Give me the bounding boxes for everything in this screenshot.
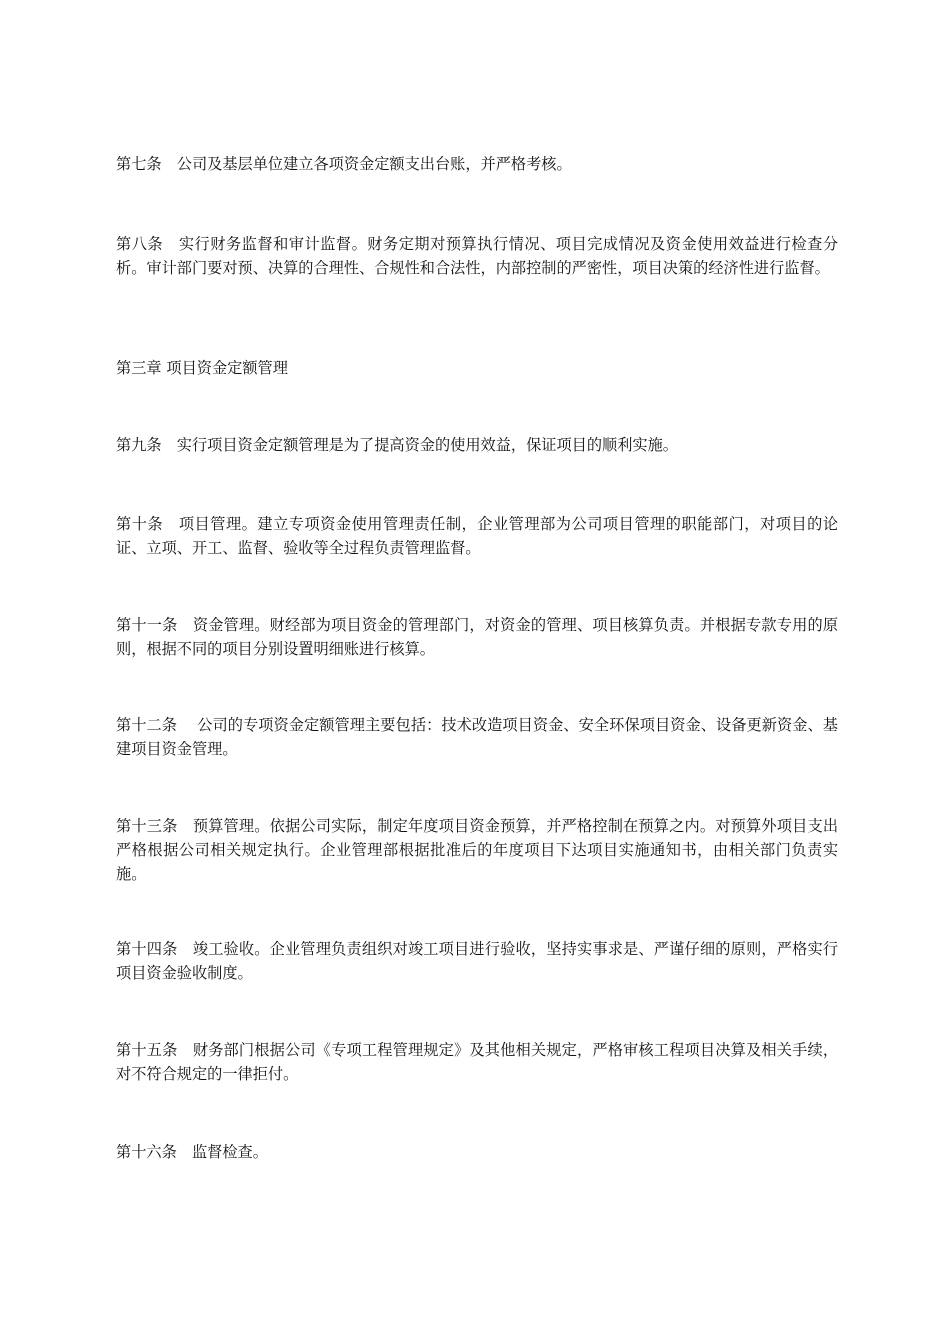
article-8: 第八条 实行财务监督和审计监督。财务定期对预算执行情况、项目完成情况及资金使用效益进行检查分析。审计部门要对预、决算的合理性、合规性和合法性，内部控制的严密性，项目决策的经济性进行监督。 [116, 235, 838, 277]
article-13: 第十三条 预算管理。依据公司实际，制定年度项目资金预算，并严格控制在预算之内。对预算外项目支出严格根据公司相关规定执行。企业管理部根据批准后的年度项目下达项目实施通知书，由相关部门负责实施。 [116, 817, 838, 883]
article-9: 第九条 实行项目资金定额管理是为了提高资金的使用效益，保证项目的顺利实施。 [116, 436, 678, 454]
article-10: 第十条 项目管理。建立专项资金使用管理责任制，企业管理部为公司项目管理的职能部门，对项目的论证、立项、开工、监督、验收等全过程负责管理监督。 [116, 515, 838, 557]
article-16: 第十六条 监督检查。 [116, 1143, 268, 1161]
chapter-3-heading: 第三章 项目资金定额管理 [116, 359, 288, 377]
article-12: 第十二条 公司的专项资金定额管理主要包括：技术改造项目资金、安全环保项目资金、设备更新资金、基建项目资金管理。 [116, 716, 838, 758]
article-15: 第十五条 财务部门根据公司《专项工程管理规定》及其他相关规定，严格审核工程项目决算及相关手续，对不符合规定的一律拒付。 [116, 1041, 838, 1083]
article-7: 第七条 公司及基层单位建立各项资金定额支出台账，并严格考核。 [116, 155, 572, 173]
article-11: 第十一条 资金管理。财经部为项目资金的管理部门，对资金的管理、项目核算负责。并根据专款专用的原则，根据不同的项目分别设置明细账进行核算。 [116, 616, 838, 658]
article-14: 第十四条 竣工验收。企业管理负责组织对竣工项目进行验收，坚持实事求是、严谨仔细的原则，严格实行项目资金验收制度。 [116, 940, 838, 982]
